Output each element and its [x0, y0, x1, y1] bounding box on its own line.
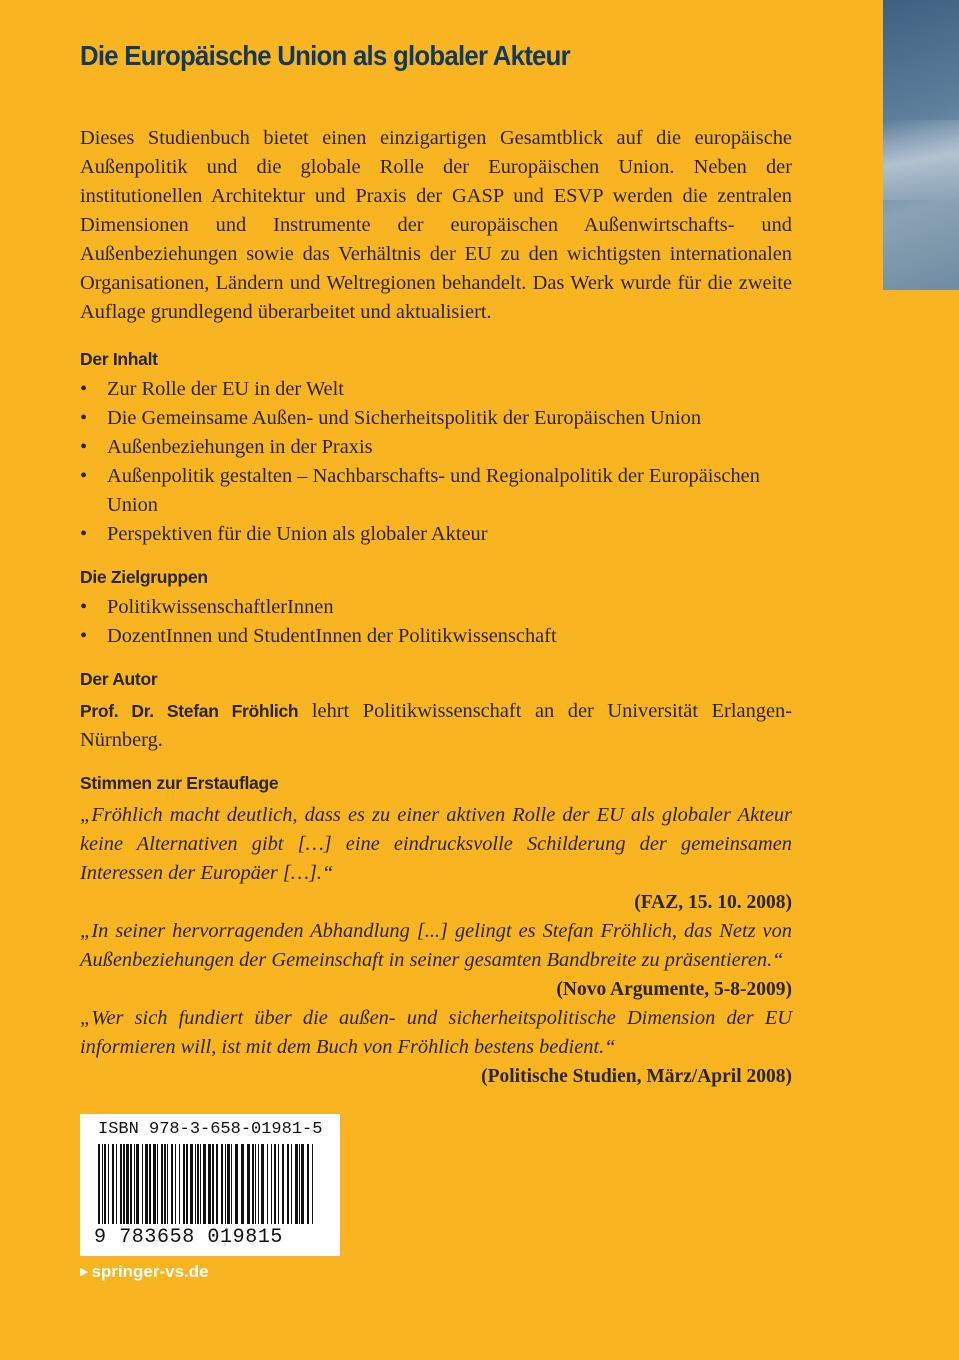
list-item: • PolitikwissenschaftlerInnen — [80, 593, 792, 622]
zielgruppen-list — [80, 593, 792, 651]
barcode-bar — [225, 1144, 226, 1224]
barcode-bar — [157, 1144, 158, 1224]
list-item: • Außenbeziehungen in der Praxis — [80, 433, 792, 462]
isbn-label: ISBN 978-3-658-01981-5 — [98, 1120, 323, 1139]
barcode-bar — [130, 1144, 132, 1224]
barcode-bar — [136, 1144, 139, 1224]
barcode-bar — [98, 1144, 100, 1224]
barcode-bar — [161, 1144, 163, 1224]
barcode-bar — [287, 1144, 289, 1224]
intro-paragraph: Dieses Studienbuch bietet einen einzigartigen Gesamtblick auf die europäische Außenpolitik und die globale Rolle der Europäischen Union. Neben der institutionellen Architektur und Praxis der GASP und ESVP werden die zentralen Dimensionen und Instrumente der europäischen Außenwirtschafts- und Außenbeziehungen sowie das Verhältnis der EU zu den wichtigsten internationalen Organisationen, Ländern und Weltregionen behandelt. Das Werk wurde für die zweite Auflage grundlegend überarbeitet und aktualisiert. — [80, 127, 792, 323]
barcode-bar — [112, 1144, 114, 1224]
cover-spine-image — [883, 0, 959, 290]
barcode-bar — [167, 1144, 168, 1224]
spine-highlight — [883, 120, 959, 200]
barcode-bar — [274, 1144, 276, 1224]
barcode-bar — [200, 1144, 201, 1224]
barcode-bar — [216, 1144, 218, 1224]
barcode-bar — [278, 1144, 279, 1224]
barcode-bar — [134, 1144, 135, 1224]
heading-autor: Der Autor — [80, 669, 158, 689]
barcode-bars — [98, 1144, 320, 1228]
barcode-bar — [203, 1144, 206, 1224]
barcode-bar — [171, 1144, 173, 1224]
barcode-bar — [291, 1144, 292, 1224]
barcode-bar — [282, 1144, 284, 1224]
review-quote: „Fröhlich macht deutlich, dass es zu einer aktiven Rolle der EU als globaler Akteur keine Alternativen gibt […] eine eindrucksvolle Schilderung der gemeinsamen Interessen der Europäer […].“ — [80, 804, 792, 884]
barcode-bar — [255, 1144, 256, 1224]
barcode-bar — [145, 1144, 148, 1224]
barcode-bar — [241, 1144, 244, 1224]
barcode-bar — [258, 1144, 259, 1224]
barcode-bar — [312, 1144, 313, 1224]
barcode-bar — [175, 1144, 176, 1224]
barcode-bar — [120, 1144, 122, 1224]
barcode-bar — [123, 1144, 125, 1224]
review-quote: „In seiner hervorragenden Abhandlung [...] gelingt es Stefan Fröhlich, das Netz von Außenbeziehungen der Gemeinschaft in seiner gesamten Bandbreite zu präsentieren.“ — [80, 920, 792, 971]
barcode-bar — [221, 1144, 223, 1224]
barcode-bar — [307, 1144, 309, 1224]
list-item: • Perspektiven für die Union als globaler Akteur — [80, 520, 792, 549]
barcode-bar — [149, 1144, 151, 1224]
author-name: Prof. Dr. Stefan Fröhlich — [80, 701, 299, 721]
list-item: • DozentInnen und StudentInnen der Politikwissenschaft — [80, 622, 792, 651]
barcode-bar — [142, 1144, 143, 1224]
barcode-number: 9 783658 019815 — [94, 1226, 284, 1249]
barcode-bar — [267, 1144, 268, 1224]
review-quote: „Wer sich fundiert über die außen- und sicherheitspolitische Dimension der EU informieren will, ist mit dem Buch von Fröhlich bestens bedient.“ — [80, 1007, 792, 1058]
barcode-bar — [208, 1144, 211, 1224]
publisher-url[interactable] — [80, 1262, 209, 1282]
barcode-bar — [179, 1144, 180, 1224]
heading-inhalt: Der Inhalt — [80, 349, 158, 369]
barcode-bar — [126, 1144, 129, 1224]
barcode-bar — [153, 1144, 156, 1224]
barcode-bar — [116, 1144, 117, 1224]
url-text: springer-vs.de — [91, 1262, 209, 1281]
back-cover-content — [80, 124, 792, 1091]
book-title: Die Europäische Union als globaler Akteur — [80, 40, 570, 71]
review-source: (FAZ, 15. 10. 2008) — [634, 892, 792, 913]
inhalt-list — [80, 375, 792, 549]
barcode-bar — [271, 1144, 272, 1224]
barcode-bar — [235, 1144, 238, 1224]
list-item: • Die Gemeinsame Außen- und Sicherheitspolitik der Europäischen Union — [80, 404, 792, 433]
barcode-bar — [295, 1144, 298, 1224]
barcode-bar — [227, 1144, 230, 1224]
barcode-bar — [301, 1144, 304, 1224]
barcode-bar — [231, 1144, 232, 1224]
barcode-bar — [104, 1144, 106, 1224]
barcode-bar — [261, 1144, 264, 1224]
barcode-box — [80, 1114, 340, 1256]
barcode-bar — [252, 1144, 254, 1224]
review-source: (Novo Argumente, 5-8-2009) — [556, 979, 792, 1000]
author-text: lehrt Politikwissenschaft an der Universität Erlangen-Nürnberg. — [80, 700, 792, 751]
barcode-bar — [212, 1144, 214, 1224]
list-item: • Außenpolitik gestalten – Nachbarschafts- und Regionalpolitik der Europäischen Union — [80, 462, 792, 520]
barcode-bar — [102, 1144, 103, 1224]
barcode-bar — [190, 1144, 193, 1224]
barcode-bar — [183, 1144, 185, 1224]
review-source: (Politische Studien, März/April 2008) — [481, 1066, 792, 1087]
list-item: • Zur Rolle der EU in der Welt — [80, 375, 792, 404]
barcode-bar — [247, 1144, 250, 1224]
barcode-bar — [164, 1144, 166, 1224]
barcode-bar — [108, 1144, 109, 1224]
author-paragraph — [80, 697, 792, 755]
barcode-bar — [195, 1144, 196, 1224]
barcode-bar — [299, 1144, 300, 1224]
barcode-bar — [186, 1144, 188, 1224]
heading-stimmen: Stimmen zur Erstauflage — [80, 773, 279, 793]
heading-zielgruppen: Die Zielgruppen — [80, 567, 208, 587]
play-arrow-icon: ▶ — [80, 1266, 89, 1278]
barcode-bar — [197, 1144, 199, 1224]
